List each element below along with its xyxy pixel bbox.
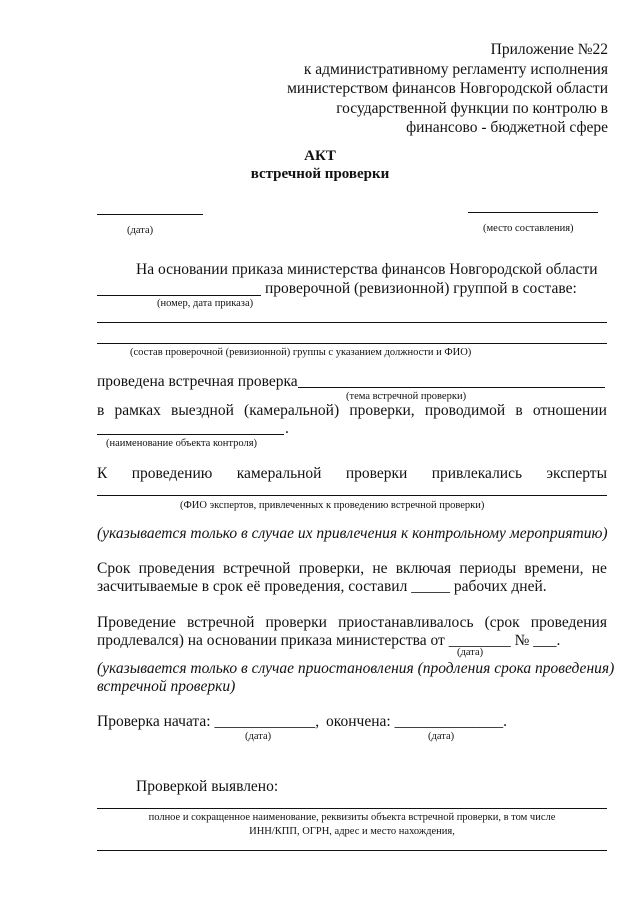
found-blank-line-2 xyxy=(97,850,607,851)
place-blank-line xyxy=(468,212,598,213)
suspend-note-line-2: встречной проверки) xyxy=(97,678,236,695)
word: проверки, xyxy=(349,402,415,419)
word: (срок xyxy=(484,614,520,631)
order-blank-line xyxy=(97,295,261,296)
suspend-note-line-1: (указывается только в случае приостановления (продления срока проведения) xyxy=(97,660,615,677)
word: (камеральной) xyxy=(244,402,340,419)
suspend-line-2: продлевался) на основании приказа министерства от ________ № ___. xyxy=(97,632,561,649)
basis-line-1: На основании приказа министерства финансов Новгородской области xyxy=(136,261,598,278)
header-line: Приложение №22 xyxy=(490,41,608,58)
word: приостанавливалось xyxy=(338,614,474,631)
word: проверки xyxy=(265,614,327,631)
word: проверки xyxy=(345,465,408,482)
check-started: Проверка начата: _____________, xyxy=(97,713,320,730)
word: выездной xyxy=(171,402,234,419)
found-caption-line-2: ИНН/КПП, ОГРН, адрес и место нахождения, xyxy=(249,826,455,837)
object-caption: (наименование объекта контроля) xyxy=(106,438,258,449)
word: включая xyxy=(395,560,452,577)
check-line-2 xyxy=(97,402,607,420)
word: периоды xyxy=(459,560,517,577)
word: в xyxy=(515,402,523,419)
word: отношении xyxy=(532,402,607,419)
term-line-1 xyxy=(97,560,607,578)
order-caption: (номер, дата приказа) xyxy=(157,298,254,309)
word: Срок xyxy=(97,560,131,577)
word: не xyxy=(372,560,388,577)
word: рамках xyxy=(114,402,161,419)
topic-blank-line xyxy=(298,387,605,388)
topic-caption: (тема встречной проверки) xyxy=(346,391,467,402)
document-title: АКТ xyxy=(304,148,336,164)
object-blank-line xyxy=(97,434,284,435)
place-caption: (место составления) xyxy=(483,223,574,234)
suspend-date-caption: (дата) xyxy=(457,647,484,658)
word: проведения xyxy=(530,614,607,631)
experts-note: (указывается только в случае их привлечения к контрольному мероприятию) xyxy=(97,525,608,542)
header-line: финансово - бюджетной сфере xyxy=(406,119,608,136)
word: Проведение xyxy=(97,614,176,631)
word: встречной xyxy=(186,614,255,631)
basis-line-2: проверочной (ревизионной) группой в составе: xyxy=(265,280,577,297)
word: камеральной xyxy=(236,465,322,482)
experts-caption: (ФИО экспертов, привлеченных к проведению встречной проверки) xyxy=(180,500,485,511)
term-line-2: засчитываемые в срок её проведения, составил _____ рабочих дней. xyxy=(97,578,547,595)
word: не xyxy=(591,560,607,577)
word: эксперты xyxy=(546,465,607,482)
appendix-header xyxy=(287,40,608,138)
header-line: министерством финансов Новгородской области xyxy=(287,80,608,97)
word: проверки, xyxy=(298,560,365,577)
group-blank-line-1 xyxy=(97,322,607,323)
experts-blank-line xyxy=(97,495,607,496)
object-end-mark: . xyxy=(285,420,289,437)
header-line: к административному регламенту исполнения xyxy=(303,60,608,78)
word: К xyxy=(97,465,108,482)
check-ended: окончена: ______________. xyxy=(326,713,507,730)
start-date-caption: (дата) xyxy=(245,731,272,742)
date-blank-line xyxy=(97,214,203,215)
found-label: Проверкой выявлено: xyxy=(136,778,279,795)
check-line-1: проведена встречная проверка xyxy=(97,373,298,390)
group-blank-line-2 xyxy=(97,343,607,344)
document-subtitle: встречной проверки xyxy=(250,166,390,182)
word: встречной xyxy=(223,560,291,577)
suspend-line-1 xyxy=(97,614,607,632)
word: времени, xyxy=(524,560,584,577)
end-date-caption: (дата) xyxy=(428,731,455,742)
word: проведения xyxy=(138,560,215,577)
word: проводимой xyxy=(424,402,506,419)
experts-line xyxy=(97,465,607,483)
header-line: государственной функции по контролю в xyxy=(336,99,608,117)
found-caption-line-1: полное и сокращенное наименование, реквизиты объекта встречной проверки, в том числе xyxy=(148,812,556,823)
group-caption: (состав проверочной (ревизионной) группы с указанием должности и ФИО) xyxy=(130,347,472,358)
word: проведению xyxy=(131,465,213,482)
word: привлекались xyxy=(431,465,523,482)
date-caption: (дата) xyxy=(127,225,154,236)
found-blank-line-1 xyxy=(97,808,607,809)
word: в xyxy=(97,402,105,419)
